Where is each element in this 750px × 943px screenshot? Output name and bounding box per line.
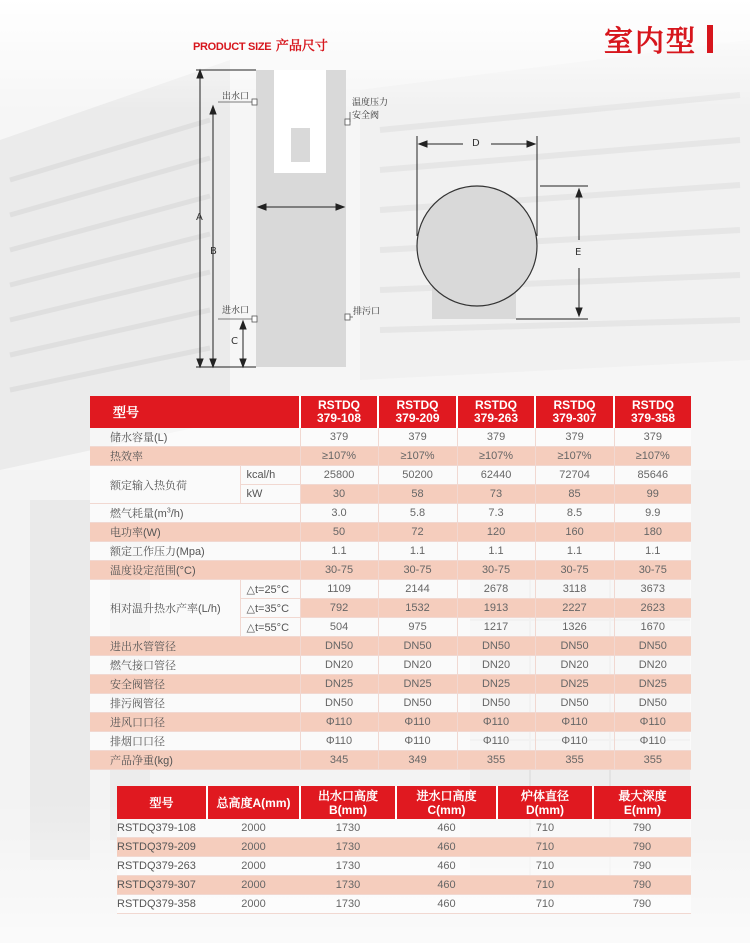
cell: 99	[614, 485, 691, 504]
cell: 460	[396, 857, 497, 876]
table-row	[117, 895, 691, 914]
cell: 3673	[614, 580, 691, 599]
cell: 1730	[300, 819, 396, 838]
dim-a-line	[196, 70, 256, 367]
row-label	[90, 504, 300, 523]
row-label: 燃气接口管径	[90, 656, 300, 675]
dim-col-header	[593, 786, 691, 819]
model-line2: 379-108	[316, 411, 362, 425]
cell: 379	[378, 428, 457, 447]
dim-c-label: C	[231, 336, 238, 347]
cell: DN50	[300, 637, 378, 656]
cell: 349	[378, 751, 457, 770]
cell: 790	[593, 838, 691, 857]
cell: 1730	[300, 895, 396, 914]
cell: DN25	[614, 675, 691, 694]
cell: 2000	[207, 876, 300, 895]
table-row	[90, 732, 691, 751]
row-label: 热效率	[90, 447, 300, 466]
row-sublabel: △t=25°C	[240, 580, 300, 599]
cell: 1217	[457, 618, 535, 637]
cell: 460	[396, 838, 497, 857]
table-row	[117, 838, 691, 857]
cell: 120	[457, 523, 535, 542]
cell-model: RSTDQ379-209	[117, 838, 207, 857]
cell: 710	[497, 895, 593, 914]
dimension-drawing	[0, 0, 750, 400]
valve-label-2: 安全阀	[352, 111, 380, 121]
cell: 1.1	[535, 542, 614, 561]
header-line2: C(mm)	[427, 802, 466, 817]
row-label: 相对温升热水产率(L/h)	[90, 580, 240, 637]
cell: ≥107%	[457, 447, 535, 466]
dim-a-label: A	[196, 212, 203, 223]
row-sublabel: △t=35°C	[240, 599, 300, 618]
section-label-cn: 产品尺寸	[275, 39, 328, 54]
cell: ≥107%	[378, 447, 457, 466]
dim-col-header	[207, 786, 300, 819]
cell: 73	[457, 485, 535, 504]
row-label: 排污阀管径	[90, 694, 300, 713]
cell: 2227	[535, 599, 614, 618]
row-sublabel: kcal/h	[240, 466, 300, 485]
cell-model: RSTDQ379-263	[117, 857, 207, 876]
cell: 792	[300, 599, 378, 618]
cell: 1.1	[378, 542, 457, 561]
cell: Φ110	[614, 713, 691, 732]
cell: 355	[535, 751, 614, 770]
cell: 790	[593, 819, 691, 838]
header-line2: E(mm)	[623, 802, 662, 817]
cell: DN25	[457, 675, 535, 694]
cell: ≥107%	[614, 447, 691, 466]
row-label: 额定输入热负荷	[90, 466, 240, 504]
row-label: 安全阀管径	[90, 675, 300, 694]
cell: Φ110	[457, 732, 535, 751]
cell: 1913	[457, 599, 535, 618]
cell: DN25	[378, 675, 457, 694]
table-row	[90, 675, 691, 694]
cell: 7.3	[457, 504, 535, 523]
cell: 710	[497, 838, 593, 857]
cell: 8.5	[535, 504, 614, 523]
table-row	[90, 713, 691, 732]
spec-header-model: 型号	[90, 396, 300, 428]
dim-b-line	[210, 106, 216, 367]
spec-table	[90, 396, 691, 770]
dim-col-header	[497, 786, 593, 819]
model-col-header	[378, 396, 457, 428]
cell: DN50	[378, 637, 457, 656]
cell: 790	[593, 857, 691, 876]
header-line1: 进水口高度	[416, 788, 477, 803]
table-row	[90, 447, 691, 466]
cell: 1730	[300, 838, 396, 857]
cell: Φ110	[300, 732, 378, 751]
cell: 379	[535, 428, 614, 447]
model-line2: 379-209	[395, 411, 440, 425]
model-col-header	[614, 396, 691, 428]
cell: ≥107%	[300, 447, 378, 466]
cell: 30-75	[457, 561, 535, 580]
model-line2: 379-263	[473, 411, 519, 425]
cell: 1326	[535, 618, 614, 637]
cell: DN50	[535, 694, 614, 713]
cell-model: RSTDQ379-307	[117, 876, 207, 895]
cell: 710	[497, 857, 593, 876]
cell: 62440	[457, 466, 535, 485]
cell: 460	[396, 895, 497, 914]
cell: Φ110	[457, 713, 535, 732]
cell: 460	[396, 876, 497, 895]
cell: 50200	[378, 466, 457, 485]
table-row	[90, 751, 691, 770]
gas-label-sup: 3	[166, 507, 171, 515]
header-line1: 出水口高度	[317, 788, 378, 803]
cell: DN50	[457, 694, 535, 713]
cell: 30-75	[614, 561, 691, 580]
cell: 2623	[614, 599, 691, 618]
cell: 1.1	[300, 542, 378, 561]
model-col-header	[535, 396, 614, 428]
model-line1: RSTDQ	[396, 398, 439, 412]
cell: 1730	[300, 857, 396, 876]
cell: DN25	[535, 675, 614, 694]
cell: 25800	[300, 466, 378, 485]
table-row	[117, 876, 691, 895]
cell: 30-75	[378, 561, 457, 580]
cell: Φ110	[300, 713, 378, 732]
table-row	[117, 819, 691, 838]
cell: Φ110	[378, 713, 457, 732]
cell: 30-75	[535, 561, 614, 580]
row-sublabel: △t=55°C	[240, 618, 300, 637]
model-col-header	[300, 396, 378, 428]
inlet-label: 进水口	[222, 306, 250, 316]
cell: 50	[300, 523, 378, 542]
cell: DN50	[535, 637, 614, 656]
cell: 72704	[535, 466, 614, 485]
page-title: 室内型	[603, 23, 697, 58]
valve-stub	[345, 119, 350, 125]
cell: DN20	[535, 656, 614, 675]
cell: 1.1	[614, 542, 691, 561]
model-line2: 379-358	[630, 411, 676, 425]
dim-col-header	[396, 786, 497, 819]
dimension-table	[117, 786, 691, 914]
cell: 2000	[207, 838, 300, 857]
dim-col-header	[117, 786, 207, 819]
cell: Φ110	[535, 732, 614, 751]
model-line1: RSTDQ	[632, 398, 675, 412]
cell: 3118	[535, 580, 614, 599]
gas-label-post: /h)	[170, 508, 184, 520]
cell: 1109	[300, 580, 378, 599]
tank-top-view	[417, 186, 537, 306]
cell: DN20	[614, 656, 691, 675]
cell: Φ110	[535, 713, 614, 732]
header-line2: B(mm)	[329, 802, 367, 817]
cell: DN20	[300, 656, 378, 675]
table-row	[90, 428, 691, 447]
model-line1: RSTDQ	[553, 398, 596, 412]
cell: 504	[300, 618, 378, 637]
cell-model: RSTDQ379-358	[117, 895, 207, 914]
cell-model: RSTDQ379-108	[117, 819, 207, 838]
cell: DN50	[614, 694, 691, 713]
cell: 790	[593, 876, 691, 895]
row-label: 温度设定范围(°C)	[90, 561, 300, 580]
cell: 30-75	[300, 561, 378, 580]
table-row	[117, 857, 691, 876]
cell: 180	[614, 523, 691, 542]
cell: 85	[535, 485, 614, 504]
header-line1: 总高度A(mm)	[216, 795, 291, 810]
header-line1: 最大深度	[618, 788, 667, 803]
cell: 460	[396, 819, 497, 838]
cell: DN50	[457, 637, 535, 656]
cell: 345	[300, 751, 378, 770]
cell: 710	[497, 819, 593, 838]
cell: Φ110	[378, 732, 457, 751]
dim-c-line	[240, 321, 246, 367]
cell: 2144	[378, 580, 457, 599]
spec-header-row	[90, 396, 691, 428]
model-line1: RSTDQ	[318, 398, 361, 412]
table-row	[90, 542, 691, 561]
dim-header-row	[117, 786, 691, 819]
cell: 3.0	[300, 504, 378, 523]
cell: 790	[593, 895, 691, 914]
dim-e-label: E	[575, 247, 582, 258]
dim-d-label: D	[472, 138, 480, 149]
cell: ≥107%	[535, 447, 614, 466]
cell: 379	[457, 428, 535, 447]
cell: 1730	[300, 876, 396, 895]
row-label: 产品净重(kg)	[90, 751, 300, 770]
model-col-header	[457, 396, 535, 428]
drain-label: 排污口	[353, 307, 381, 317]
cell: 5.8	[378, 504, 457, 523]
cell: 975	[378, 618, 457, 637]
dim-col-header	[300, 786, 396, 819]
product-diagram	[0, 0, 750, 400]
cell: DN50	[378, 694, 457, 713]
cell: 2678	[457, 580, 535, 599]
cell: 355	[457, 751, 535, 770]
row-label: 排烟口口径	[90, 732, 300, 751]
row-label: 进风口口径	[90, 713, 300, 732]
cell: 1.1	[457, 542, 535, 561]
cell: 379	[614, 428, 691, 447]
cell: DN50	[300, 694, 378, 713]
outlet-label: 出水口	[222, 92, 250, 102]
row-label: 电功率(W)	[90, 523, 300, 542]
table-row	[90, 523, 691, 542]
header-line1: 型号	[149, 795, 174, 810]
cell: 30	[300, 485, 378, 504]
cell: Φ110	[614, 732, 691, 751]
drain-stub	[345, 314, 350, 320]
cell: 9.9	[614, 504, 691, 523]
row-label: 额定工作压力(Mpa)	[90, 542, 300, 561]
table-row	[90, 694, 691, 713]
row-sublabel: kW	[240, 485, 300, 504]
table-row	[90, 561, 691, 580]
section-label-en: PRODUCT SIZE	[193, 41, 272, 53]
dim-b-label: B	[210, 246, 217, 257]
outlet-stub	[252, 99, 257, 105]
cell: 2000	[207, 819, 300, 838]
cell: 58	[378, 485, 457, 504]
table-row	[90, 580, 691, 599]
cell: 2000	[207, 857, 300, 876]
gas-label-pre: 燃气耗量(m	[110, 508, 167, 520]
header-line1: 炉体直径	[520, 788, 569, 803]
model-line2: 379-307	[552, 411, 597, 425]
cell: 1670	[614, 618, 691, 637]
cell: 1532	[378, 599, 457, 618]
cell: 160	[535, 523, 614, 542]
cell: 2000	[207, 895, 300, 914]
table-row	[90, 637, 691, 656]
cell: DN20	[457, 656, 535, 675]
table-row	[90, 466, 691, 485]
model-line1: RSTDQ	[475, 398, 518, 412]
cell: 710	[497, 876, 593, 895]
header-line2: D(mm)	[526, 802, 564, 817]
cell: 379	[300, 428, 378, 447]
row-label: 储水容量(L)	[90, 428, 300, 447]
valve-label-1: 温度压力	[352, 98, 389, 108]
tank-window	[291, 128, 310, 162]
cell: 355	[614, 751, 691, 770]
cell: 85646	[614, 466, 691, 485]
cell: DN20	[378, 656, 457, 675]
table-row	[90, 656, 691, 675]
row-label: 进出水管管径	[90, 637, 300, 656]
cell: DN50	[614, 637, 691, 656]
cell: 72	[378, 523, 457, 542]
inlet-stub	[252, 316, 257, 322]
cell: DN25	[300, 675, 378, 694]
table-row	[90, 504, 691, 523]
